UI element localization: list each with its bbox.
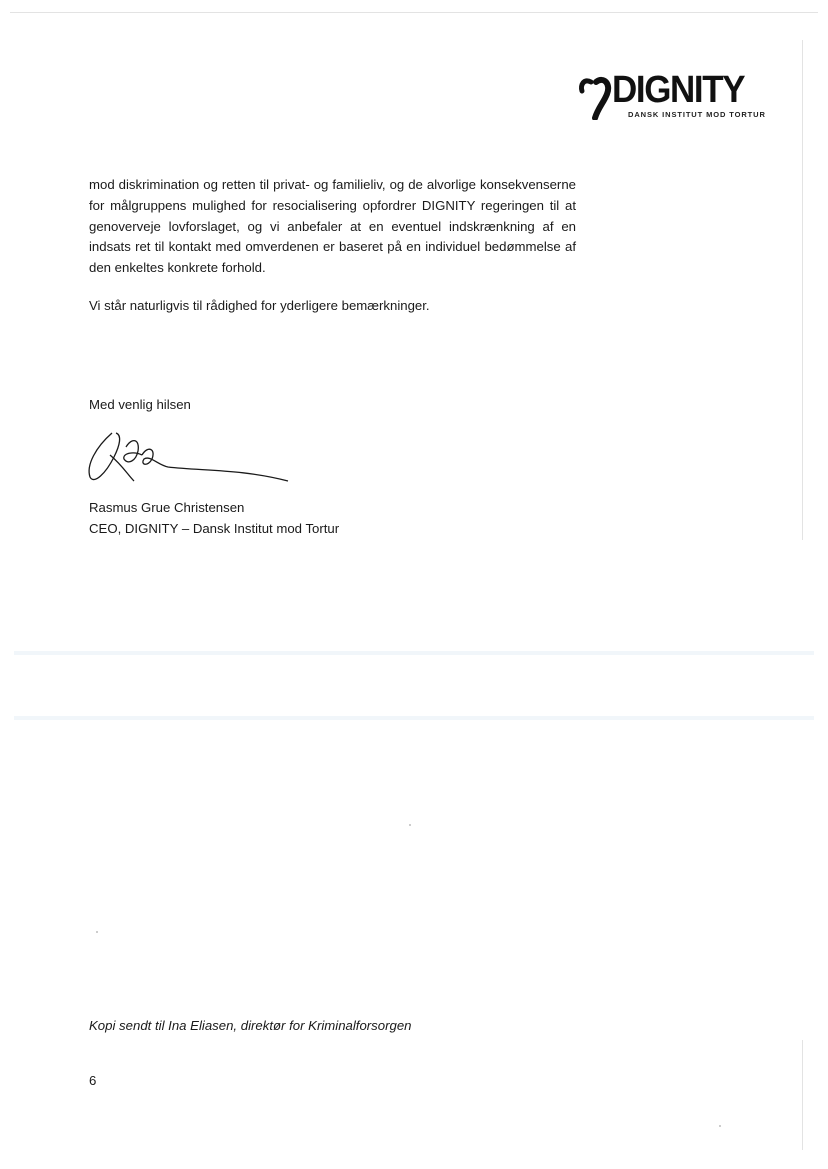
scan-band <box>14 651 814 655</box>
signer-title: CEO, DIGNITY – Dansk Institut mod Tortur <box>89 521 340 536</box>
scan-top-line <box>10 12 818 13</box>
scan-speck <box>96 931 98 933</box>
signature <box>82 425 297 495</box>
logo-wordmark: DIGNITY <box>612 69 745 111</box>
scan-edge <box>802 1040 803 1150</box>
letter-paragraph: mod diskrimination og retten til privat- og familieliv, og de alvorlige konsekvenserne for målgruppens mulighed for resocialisering opfordrer DIGNITY regeringen til at genoverveje lovforslaget, og vi anbefaler at en eventuel indskrænkning af en indsats ret til kontakt med omverdenen er baseret på en individuel bedømmelse af den enkeltes konkrete forhold. <box>89 177 576 276</box>
closing-line: Vi står naturligvis til rådighed for yderligere bemærkninger. <box>89 298 430 313</box>
dignity-logo <box>578 70 768 126</box>
cc-line: Kopi sendt til Ina Eliasen, direktør for Kriminalforsorgen <box>89 1018 412 1033</box>
page-number: 6 <box>89 1073 97 1088</box>
scan-speck <box>719 1125 721 1127</box>
dignity-heart-icon <box>578 74 612 120</box>
scan-edge <box>802 40 803 540</box>
signer-name: Rasmus Grue Christensen <box>89 500 245 515</box>
scan-band <box>14 716 814 720</box>
scan-speck <box>409 824 411 826</box>
greeting: Med venlig hilsen <box>89 397 191 412</box>
logo-subtitle: DANSK INSTITUT MOD TORTUR <box>628 110 766 119</box>
